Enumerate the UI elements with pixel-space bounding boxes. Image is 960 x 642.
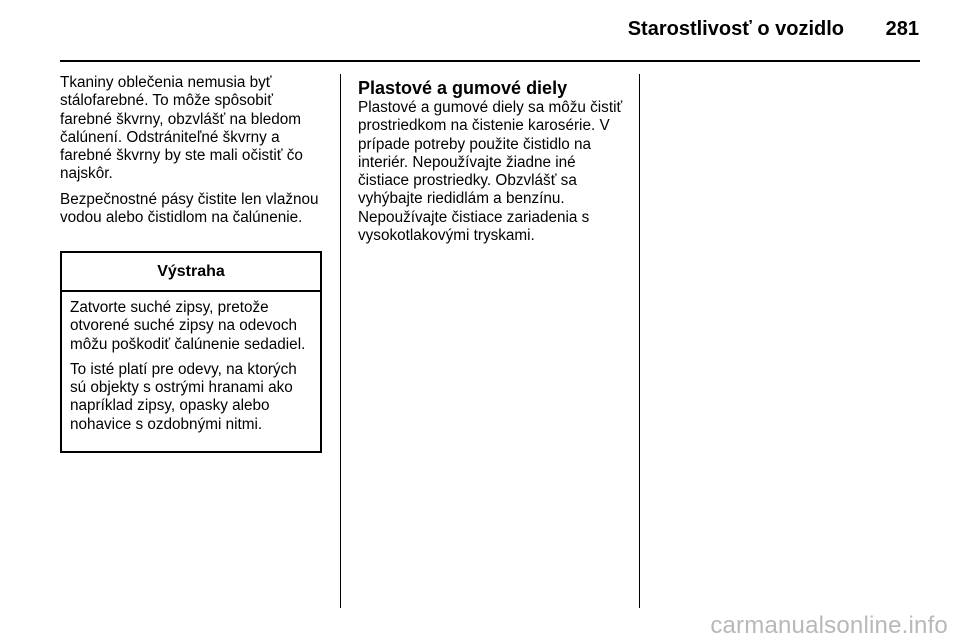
section-title: Starostlivosť o vozidlo <box>627 18 844 40</box>
left-column <box>60 74 328 234</box>
paragraph-fabric-colorfastness: Tkaniny oblečenia nemusia byť stálofarebné. To môže spôsobiť farebné škvrny, obzvlášť na bledom čalúnení. Odstrániteľné škvrny a farebné škvrny by ste mali očistiť čo najskôr. <box>60 74 303 183</box>
watermark: carmanualsonline.info <box>710 612 948 639</box>
warning-title: Výstraha <box>62 253 320 292</box>
middle-column <box>358 74 626 252</box>
paragraph-plastic-rubber: Plastové a gumové diely sa môžu čistiť prostriedkom na čistenie karosérie. V prípade potreby použite čistidlo na interiér. Nepoužívajte žiadne iné čistiace prostriedky. Obzvlášť sa vyhýbajte riedidlám a benzínu. Nepoužívajte čistiace zariadenia s vysokotlakovými tryskami. <box>358 99 623 245</box>
column-divider-right <box>639 74 640 608</box>
warning-box <box>60 251 322 453</box>
warning-paragraph-velcro: Zatvorte suché zipsy, pretože otvorené suché zipsy na odevoch môžu poškodiť čalúnenie sedadiel. <box>70 299 306 353</box>
page-number: 281 <box>885 18 919 40</box>
column-divider-left <box>340 74 341 608</box>
page-header <box>0 0 960 62</box>
warning-body <box>62 292 320 434</box>
section-heading-plastic-rubber: Plastové a gumové diely <box>358 78 568 98</box>
header-rule <box>60 60 920 62</box>
warning-paragraph-sharp-objects: To isté platí pre odevy, na ktorých sú objekty s ostrými hranami ako napríklad zipsy, opasky alebo nohavice s ozdobnými nitmi. <box>70 360 297 433</box>
paragraph-seat-belts: Bezpečnostné pásy čistite len vlažnou vodou alebo čistidlom na čalúnenie. <box>60 190 319 227</box>
